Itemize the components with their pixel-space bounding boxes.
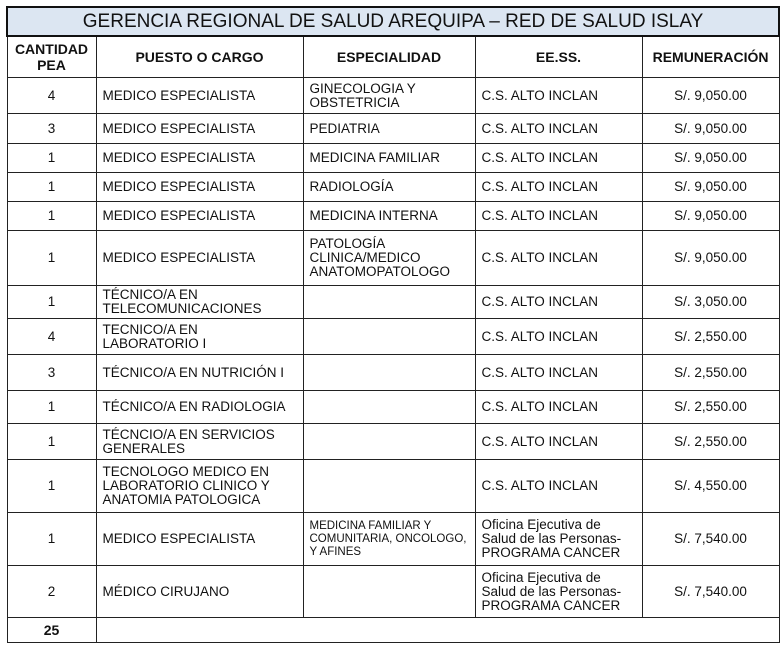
cell-remuneracion: S/. 7,540.00 bbox=[642, 566, 779, 618]
cell-especialidad: MEDICINA INTERNA bbox=[303, 202, 475, 231]
cell-remuneracion: S/. 9,050.00 bbox=[642, 202, 779, 231]
table-row bbox=[7, 355, 779, 391]
cell-especialidad: RADIOLOGÍA bbox=[303, 173, 475, 202]
cell-especialidad bbox=[303, 391, 475, 424]
header-eess: EE.SS. bbox=[475, 36, 642, 78]
header-cantidad: CANTIDAD PEA bbox=[7, 36, 96, 78]
cell-puesto: MEDICO ESPECIALISTA bbox=[96, 78, 303, 114]
cell-eess: C.S. ALTO INCLAN bbox=[475, 319, 642, 355]
cell-cantidad: 1 bbox=[7, 173, 96, 202]
table-row bbox=[7, 286, 779, 319]
table-row bbox=[7, 202, 779, 231]
cell-remuneracion: S/. 2,550.00 bbox=[642, 319, 779, 355]
job-positions-table bbox=[6, 6, 780, 643]
cell-puesto: MEDICO ESPECIALISTA bbox=[96, 231, 303, 286]
cell-remuneracion: S/. 9,050.00 bbox=[642, 144, 779, 173]
cell-cantidad: 1 bbox=[7, 424, 96, 460]
cell-remuneracion: S/. 9,050.00 bbox=[642, 173, 779, 202]
cell-puesto: TÉCNICO/A EN TELECOMUNICACIONES bbox=[96, 286, 303, 319]
cell-puesto: TÉCNCIO/A EN SERVICIOS GENERALES bbox=[96, 424, 303, 460]
cell-especialidad bbox=[303, 460, 475, 513]
table-title: GERENCIA REGIONAL DE SALUD AREQUIPA – RED DE SALUD ISLAY bbox=[7, 7, 779, 36]
table-row bbox=[7, 460, 779, 513]
cell-puesto: MEDICO ESPECIALISTA bbox=[96, 513, 303, 566]
header-row bbox=[7, 36, 779, 78]
table-row bbox=[7, 231, 779, 286]
cell-cantidad: 1 bbox=[7, 460, 96, 513]
cell-especialidad: GINECOLOGIA Y OBSTETRICIA bbox=[303, 78, 475, 114]
cell-cantidad: 1 bbox=[7, 286, 96, 319]
total-empty-cell bbox=[96, 618, 779, 643]
cell-cantidad: 2 bbox=[7, 566, 96, 618]
cell-puesto: MEDICO ESPECIALISTA bbox=[96, 173, 303, 202]
cell-eess: Oficina Ejecutiva de Salud de las Personas-PROGRAMA CANCER bbox=[475, 566, 642, 618]
cell-puesto: TECNICO/A EN LABORATORIO I bbox=[96, 319, 303, 355]
cell-especialidad bbox=[303, 286, 475, 319]
header-especialidad: ESPECIALIDAD bbox=[303, 36, 475, 78]
cell-cantidad: 1 bbox=[7, 231, 96, 286]
cell-eess: C.S. ALTO INCLAN bbox=[475, 391, 642, 424]
cell-especialidad: MEDICINA FAMILIAR Y COMUNITARIA, ONCOLOGO, Y AFINES bbox=[303, 513, 475, 566]
cell-remuneracion: S/. 3,050.00 bbox=[642, 286, 779, 319]
cell-especialidad bbox=[303, 566, 475, 618]
cell-remuneracion: S/. 4,550.00 bbox=[642, 460, 779, 513]
cell-cantidad: 1 bbox=[7, 202, 96, 231]
cell-eess: C.S. ALTO INCLAN bbox=[475, 460, 642, 513]
cell-puesto: TECNOLOGO MEDICO EN LABORATORIO CLINICO Y ANATOMIA PATOLOGICA bbox=[96, 460, 303, 513]
cell-especialidad bbox=[303, 424, 475, 460]
cell-remuneracion: S/. 9,050.00 bbox=[642, 78, 779, 114]
cell-puesto: TÉCNICO/A EN NUTRICIÓN I bbox=[96, 355, 303, 391]
cell-eess: C.S. ALTO INCLAN bbox=[475, 355, 642, 391]
table-row bbox=[7, 173, 779, 202]
table-row bbox=[7, 513, 779, 566]
cell-cantidad: 1 bbox=[7, 144, 96, 173]
total-row bbox=[7, 618, 779, 643]
header-puesto: PUESTO O CARGO bbox=[96, 36, 303, 78]
cell-especialidad: PEDIATRIA bbox=[303, 114, 475, 144]
cell-remuneracion: S/. 2,550.00 bbox=[642, 424, 779, 460]
cell-eess: C.S. ALTO INCLAN bbox=[475, 424, 642, 460]
table-row bbox=[7, 424, 779, 460]
cell-puesto: MÉDICO CIRUJANO bbox=[96, 566, 303, 618]
cell-remuneracion: S/. 9,050.00 bbox=[642, 231, 779, 286]
cell-remuneracion: S/. 9,050.00 bbox=[642, 114, 779, 144]
cell-eess: C.S. ALTO INCLAN bbox=[475, 286, 642, 319]
header-remuneracion: REMUNERACIÓN bbox=[642, 36, 779, 78]
cell-cantidad: 4 bbox=[7, 319, 96, 355]
cell-puesto: MEDICO ESPECIALISTA bbox=[96, 202, 303, 231]
cell-remuneracion: S/. 2,550.00 bbox=[642, 391, 779, 424]
cell-especialidad bbox=[303, 355, 475, 391]
cell-remuneracion: S/. 7,540.00 bbox=[642, 513, 779, 566]
cell-eess: C.S. ALTO INCLAN bbox=[475, 78, 642, 114]
cell-cantidad: 3 bbox=[7, 114, 96, 144]
table-row bbox=[7, 114, 779, 144]
table-row bbox=[7, 144, 779, 173]
cell-eess: Oficina Ejecutiva de Salud de las Personas-PROGRAMA CANCER bbox=[475, 513, 642, 566]
cell-eess: C.S. ALTO INCLAN bbox=[475, 173, 642, 202]
table-row bbox=[7, 78, 779, 114]
cell-puesto: TÉCNICO/A EN RADIOLOGIA bbox=[96, 391, 303, 424]
cell-especialidad: PATOLOGÍA CLINICA/MEDICO ANATOMOPATOLOGO bbox=[303, 231, 475, 286]
total-cantidad: 25 bbox=[7, 618, 96, 643]
cell-especialidad: MEDICINA FAMILIAR bbox=[303, 144, 475, 173]
table-row bbox=[7, 391, 779, 424]
cell-cantidad: 1 bbox=[7, 391, 96, 424]
cell-puesto: MEDICO ESPECIALISTA bbox=[96, 144, 303, 173]
cell-eess: C.S. ALTO INCLAN bbox=[475, 202, 642, 231]
table-row bbox=[7, 319, 779, 355]
cell-eess: C.S. ALTO INCLAN bbox=[475, 144, 642, 173]
cell-especialidad bbox=[303, 319, 475, 355]
cell-cantidad: 1 bbox=[7, 513, 96, 566]
cell-eess: C.S. ALTO INCLAN bbox=[475, 114, 642, 144]
cell-remuneracion: S/. 2,550.00 bbox=[642, 355, 779, 391]
cell-eess: C.S. ALTO INCLAN bbox=[475, 231, 642, 286]
cell-puesto: MEDICO ESPECIALISTA bbox=[96, 114, 303, 144]
table-row bbox=[7, 566, 779, 618]
cell-cantidad: 3 bbox=[7, 355, 96, 391]
cell-cantidad: 4 bbox=[7, 78, 96, 114]
